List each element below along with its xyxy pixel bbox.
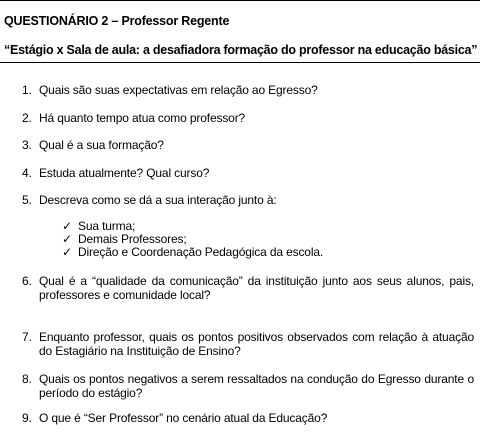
question-8 — [22, 372, 474, 400]
subtitle-underline — [0, 62, 480, 63]
question-number: 5. — [22, 193, 32, 207]
questionnaire-subtitle: “Estágio x Sala de aula: a desafiadora formação do professor na educação básica” — [4, 43, 478, 57]
question-text: Quais são suas expectativas em relação ao Egresso? — [39, 83, 318, 97]
question-2 — [22, 111, 474, 125]
question-number: 2. — [22, 111, 32, 125]
interaction-checklist — [62, 220, 323, 259]
question-number: 8. — [22, 372, 32, 386]
question-text: Qual é a “qualidade da comunicação” da instituição junto aos seus alunos, pais, professores e comunidade local? — [39, 274, 474, 302]
question-3 — [22, 138, 474, 152]
question-number: 9. — [22, 411, 32, 425]
question-1 — [22, 83, 474, 97]
question-number: 3. — [22, 138, 32, 152]
question-5 — [22, 193, 474, 207]
question-text: Estuda atualmente? Qual curso? — [39, 166, 210, 180]
question-4 — [22, 166, 474, 180]
question-text: Qual é a sua formação? — [39, 138, 164, 152]
check-icon: ✓ — [62, 219, 72, 233]
checklist-item-label: Sua turma; — [78, 219, 136, 233]
question-text: Quais os pontos negativos a serem ressaltados na condução do Egresso durante o período do estágio? — [39, 372, 474, 400]
question-text: O que é “Ser Professor” no cenário atual da Educação? — [39, 411, 328, 425]
question-number: 6. — [22, 274, 32, 288]
question-9 — [22, 411, 474, 425]
checklist-item-label: Demais Professores; — [78, 232, 187, 246]
questionnaire-heading: QUESTIONÁRIO 2 – Professor Regente — [4, 14, 230, 28]
question-6 — [22, 274, 474, 302]
question-text: Enquanto professor, quais os pontos positivos observados com relação à atuação do Estagiário na Instituição de Ensino? — [39, 330, 474, 358]
question-text: Descreva como se dá a sua interação junto à: — [39, 193, 277, 207]
check-icon: ✓ — [62, 245, 72, 259]
checklist-item-label: Direção e Coordenação Pedagógica da escola. — [78, 245, 324, 259]
checklist-item — [62, 246, 323, 259]
question-number: 4. — [22, 166, 32, 180]
question-number: 1. — [22, 83, 32, 97]
check-icon: ✓ — [62, 232, 72, 246]
question-number: 7. — [22, 330, 32, 344]
question-text: Há quanto tempo atua como professor? — [39, 111, 246, 125]
question-7 — [22, 330, 474, 358]
top-rule — [0, 0, 480, 1]
